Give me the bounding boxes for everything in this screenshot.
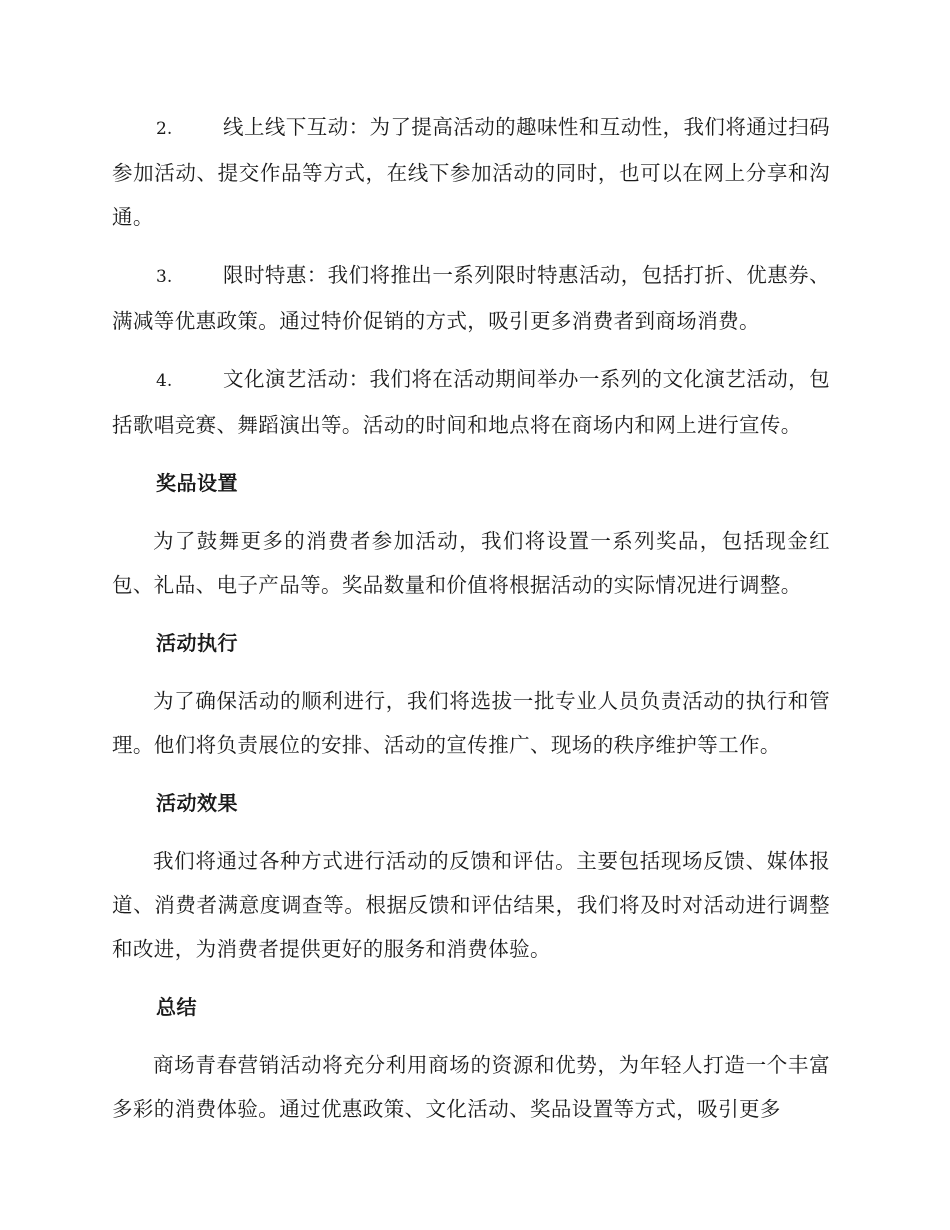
list-item-text: 线上线下互动：为了提高活动的趣味性和互动性，我们将通过扫码参加活动、提交作品等方式，在线下参加活动的同时，也可以在网上分享和沟通。 bbox=[112, 115, 830, 229]
section-heading-prizes: 奖品设置 bbox=[156, 471, 238, 495]
section-body-summary: 商场青春营销活动将充分利用商场的资源和优势，为年轻人打造一个丰富多彩的消费体验。通过优惠政策、文化活动、奖品设置等方式，吸引更多 bbox=[112, 1053, 830, 1121]
list-item-cultural-performance bbox=[112, 357, 830, 447]
list-item-online-offline bbox=[112, 105, 830, 239]
list-item-text: 限时特惠：我们将推出一系列限时特惠活动，包括打折、优惠券、满减等优惠政策。通过特价促销的方式，吸引更多消费者到商场消费。 bbox=[112, 263, 830, 333]
section-body-execution: 为了确保活动的顺利进行，我们将选拔一批专业人员负责活动的执行和管理。他们将负责展位的安排、活动的宣传推广、现场的秩序维护等工作。 bbox=[112, 689, 830, 757]
list-number: 2. bbox=[156, 119, 173, 139]
document-body bbox=[112, 105, 830, 1145]
section-heading-execution: 活动执行 bbox=[156, 631, 238, 655]
list-item-text: 文化演艺活动：我们将在活动期间举办一系列的文化演艺活动，包括歌唱竞赛、舞蹈演出等。活动的时间和地点将在商场内和网上进行宣传。 bbox=[112, 367, 830, 437]
section-heading-summary: 总结 bbox=[156, 995, 197, 1019]
list-item-limited-offer bbox=[112, 253, 830, 343]
section-heading-effect: 活动效果 bbox=[156, 791, 238, 815]
list-number: 4. bbox=[156, 371, 173, 391]
section-body-prizes: 为了鼓舞更多的消费者参加活动，我们将设置一系列奖品，包括现金红包、礼品、电子产品等。奖品数量和价值将根据活动的实际情况进行调整。 bbox=[112, 529, 830, 597]
section-body-effect: 我们将通过各种方式进行活动的反馈和评估。主要包括现场反馈、媒体报道、消费者满意度调查等。根据反馈和评估结果，我们将及时对活动进行调整和改进，为消费者提供更好的服务和消费体验。 bbox=[112, 849, 830, 961]
list-number: 3. bbox=[156, 267, 173, 287]
